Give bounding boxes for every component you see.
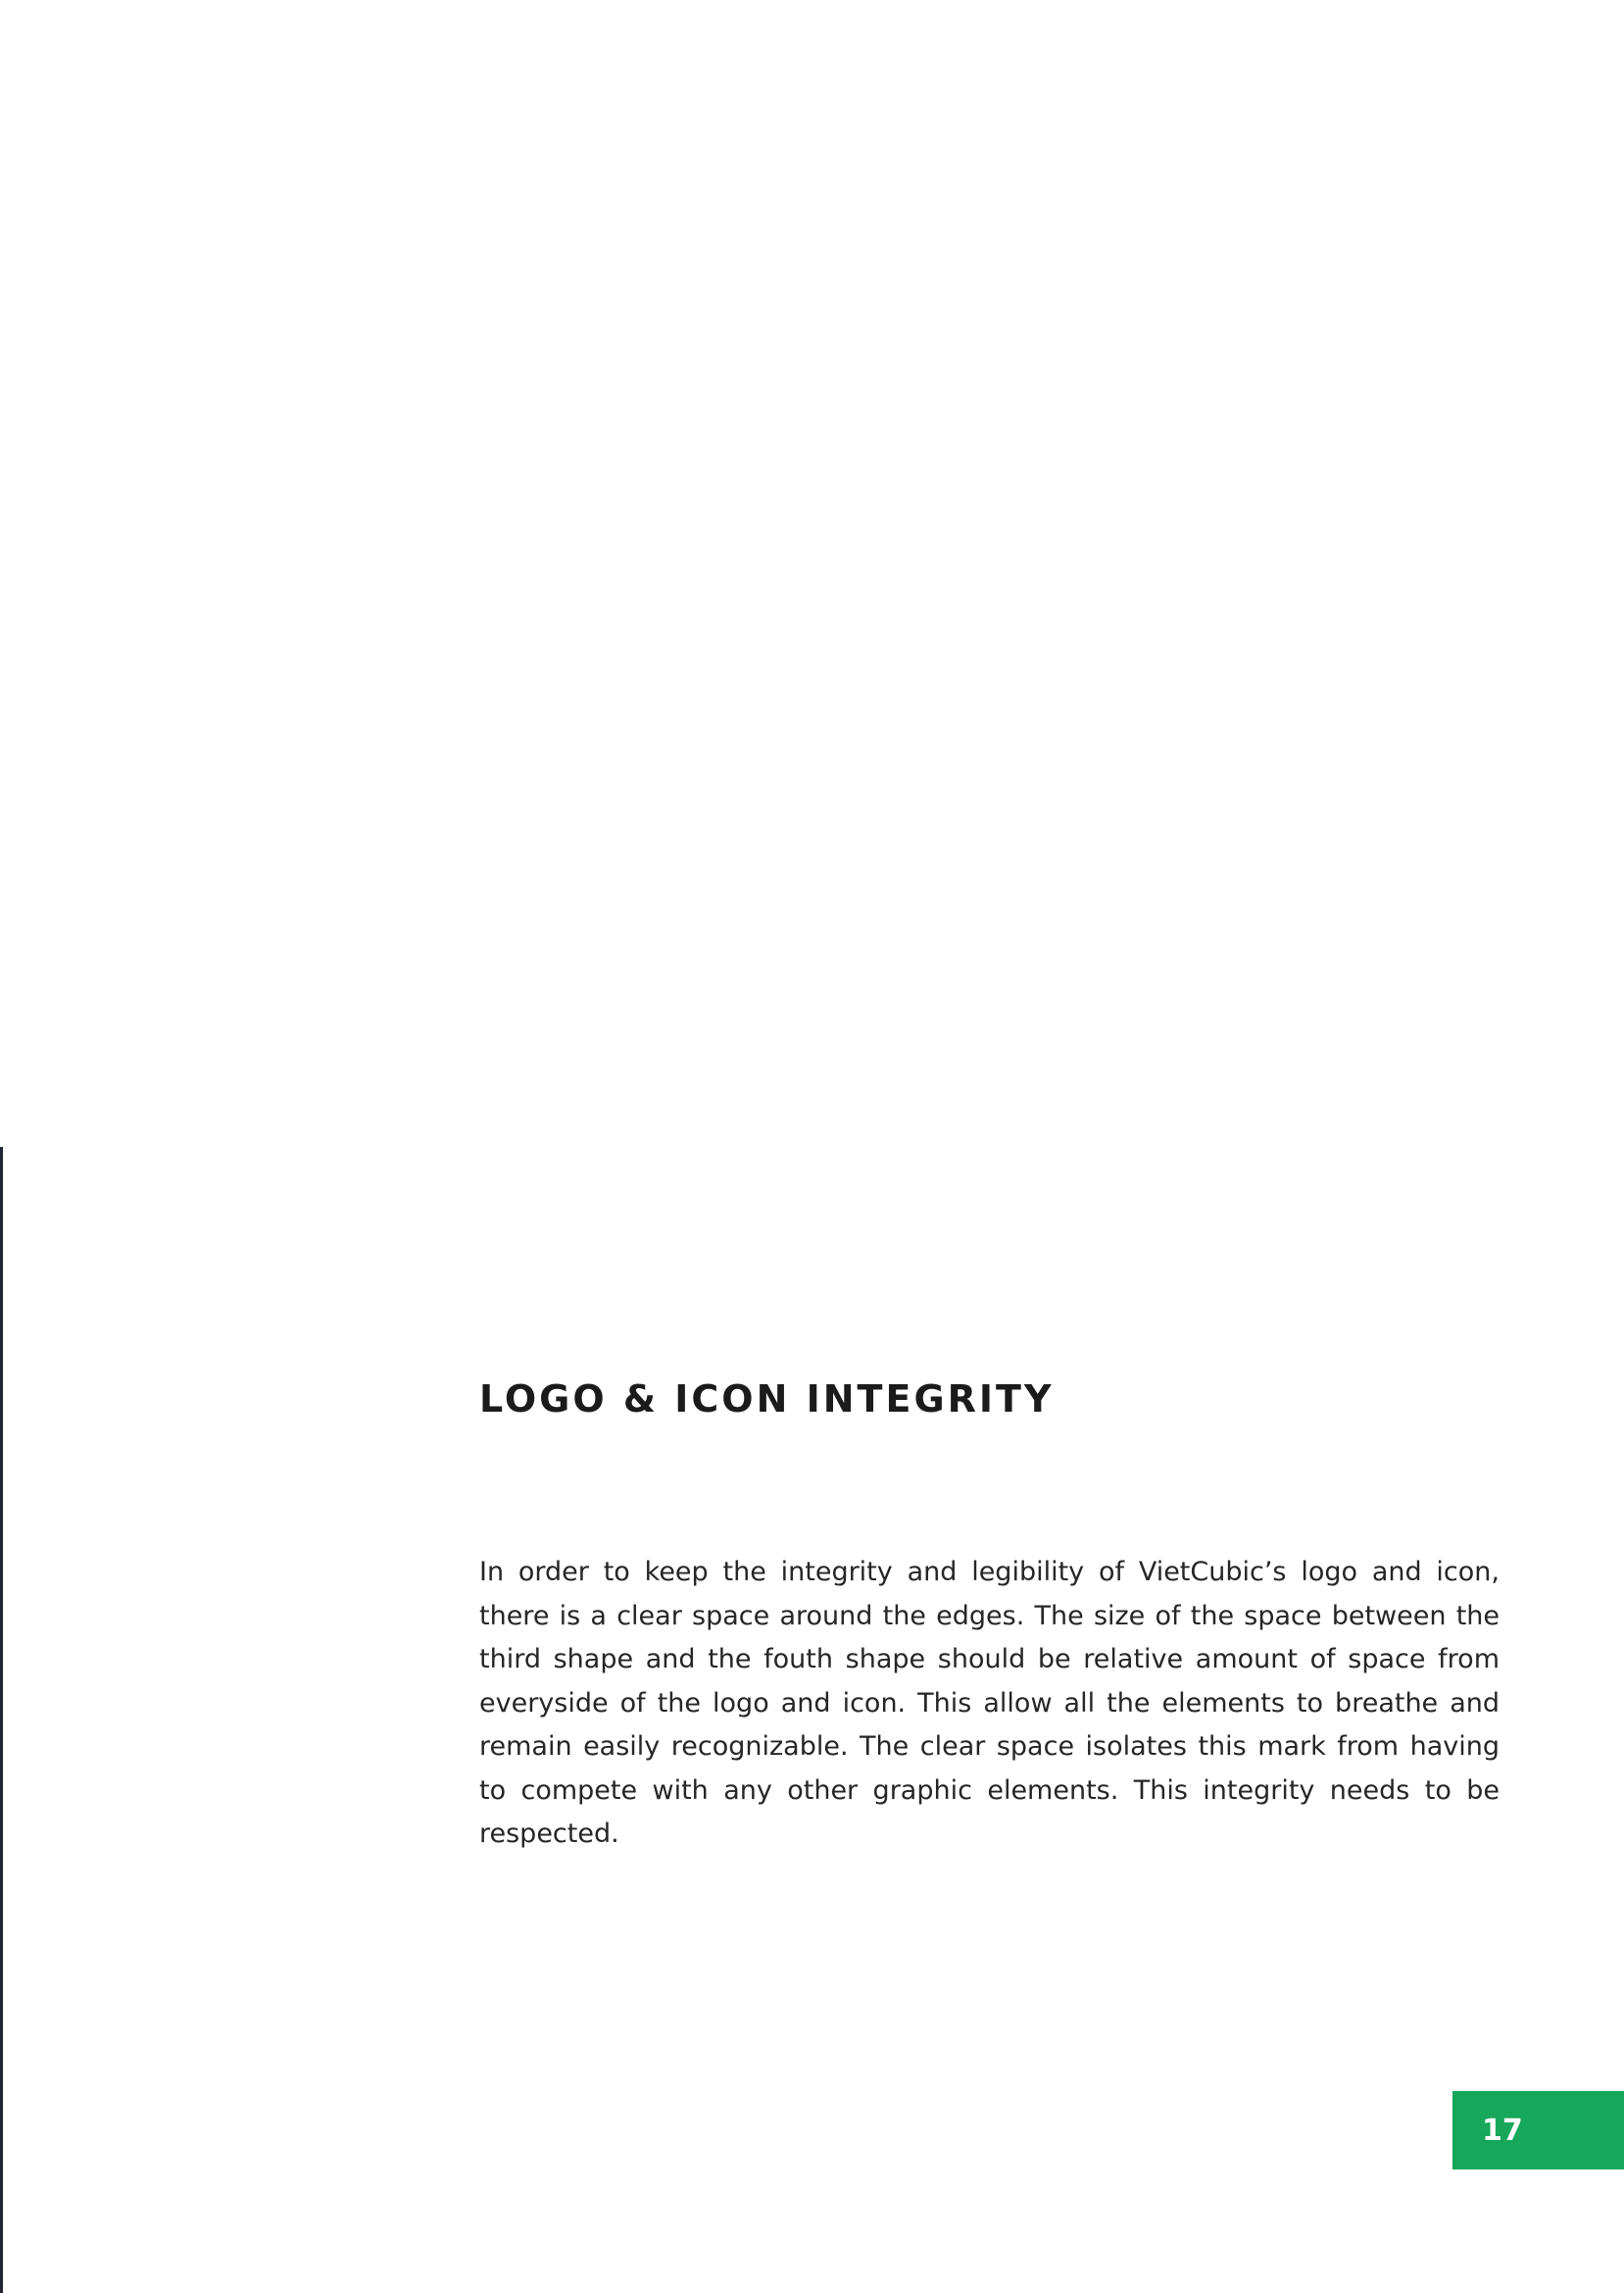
section-title: LOGO & ICON INTEGRITY [479, 1377, 1055, 1421]
section-body-text: In order to keep the integrity and legibility of VietCubic’s logo and icon, there is a clear space around the edges. The size of the space between the third shape and the fouth shape should be relative amount of space from everyside of the logo and icon. This allow all the elements to breathe and remain easily recognizable. The clear space isolates this mark from having to compete with any other graphic elements. This integrity needs to be respected. [479, 1557, 1500, 1849]
page-number-tab [1452, 2091, 1624, 2169]
page-number: 17 [1482, 2113, 1523, 2148]
left-edge-rule [0, 1147, 3, 2293]
